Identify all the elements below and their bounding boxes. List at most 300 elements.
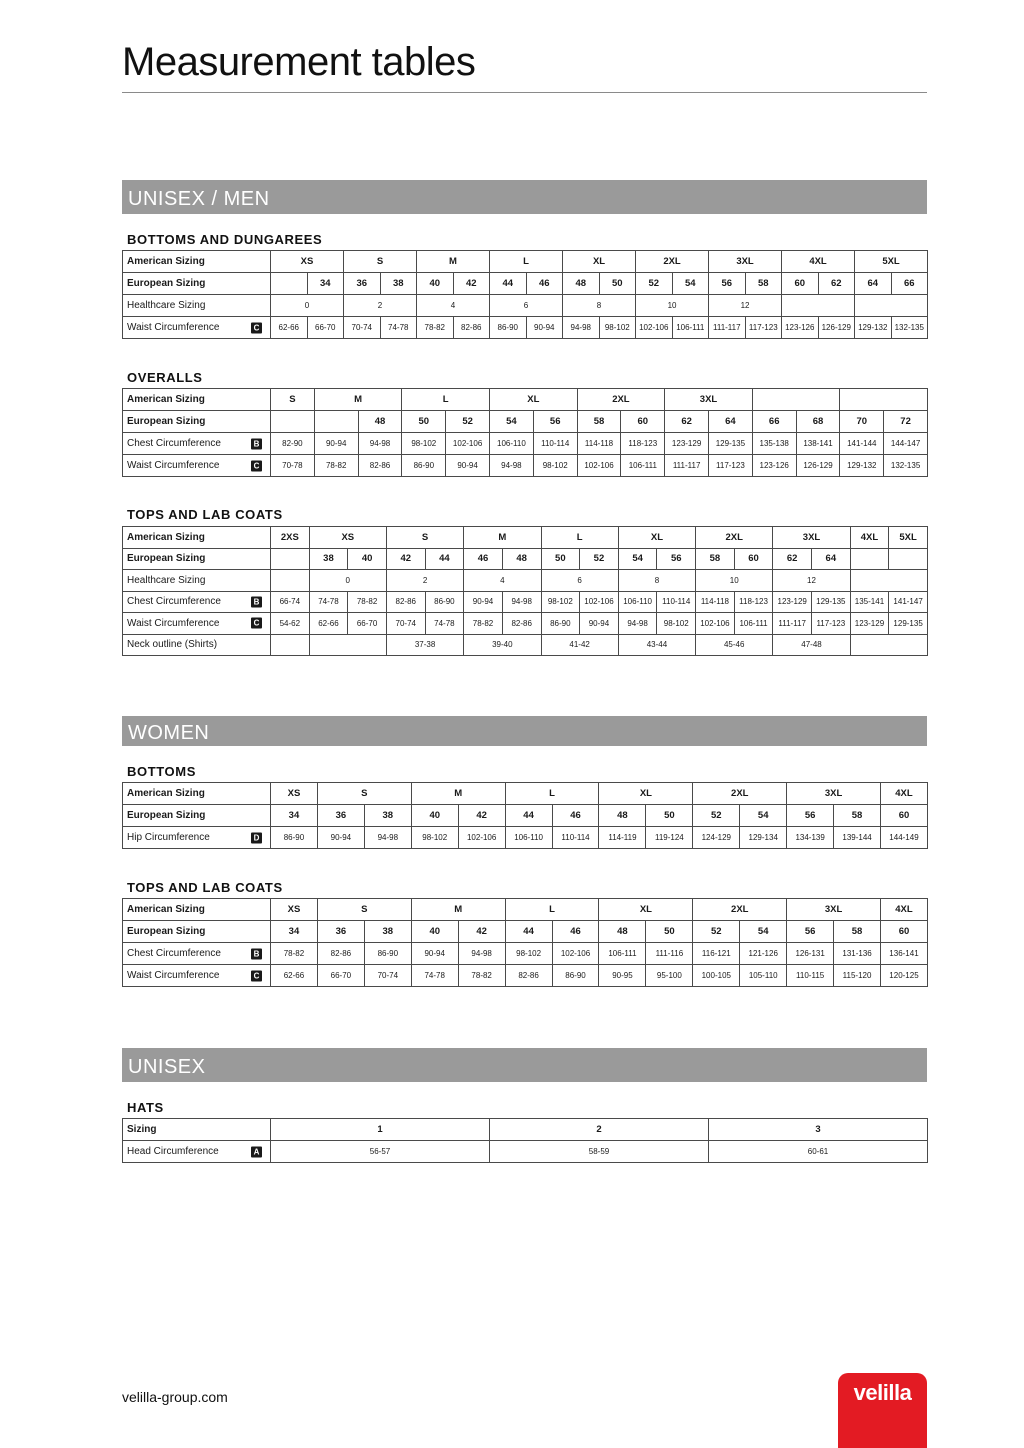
table-cell: 43-44 [618,634,695,656]
table-cell: 78-82 [458,965,505,987]
table-cell: 38 [364,921,411,943]
row-label [123,1141,271,1163]
size-table-women-tops-lab-coats [122,898,928,987]
table-cell: 64 [855,273,892,295]
table-cell: 8 [563,295,636,317]
table-row [123,411,928,433]
table-row [123,827,928,849]
table-cell: S [317,783,411,805]
table-cell: 54 [490,411,534,433]
table-cell: 102-106 [696,613,735,635]
table-row [123,570,928,592]
table-cell: M [464,527,541,549]
table-cell: 90-94 [464,591,503,613]
table-cell: 86-90 [541,613,580,635]
table-cell: XL [490,389,578,411]
table-cell: 111-117 [709,317,746,339]
table-row [123,805,928,827]
table-cell: 0 [271,295,344,317]
table-cell: 116-121 [693,943,740,965]
table-cell: M [411,783,505,805]
table-cell: 52 [693,805,740,827]
table-cell [850,570,927,592]
row-label [123,591,271,613]
table-cell: 10 [696,570,773,592]
table-cell: 66 [891,273,928,295]
table-cell: 70-74 [364,965,411,987]
table-cell: 94-98 [563,317,600,339]
table-cell: 58-59 [490,1141,709,1163]
table-row [123,943,928,965]
row-label-text: American Sizing [127,256,205,267]
table-cell: 78-82 [348,591,387,613]
row-label [123,273,271,295]
table-cell: 86-90 [490,317,527,339]
table-cell: 100-105 [693,965,740,987]
table-cell: 132-135 [884,455,928,477]
table-row [123,634,928,656]
table-row [123,548,928,570]
table-cell: 123-129 [665,433,709,455]
table-cell: 3XL [787,899,881,921]
table-cell: 115-120 [834,965,881,987]
row-label-text: Waist Circumference [127,460,220,471]
table-cell: 2XL [577,389,665,411]
table-row [123,1141,928,1163]
table-cell: 102-106 [577,455,621,477]
table-cell: 56 [787,805,834,827]
table-cell: 139-144 [834,827,881,849]
table-cell: 60 [881,921,928,943]
table-cell: 78-82 [464,613,503,635]
table-cell [850,634,927,656]
table-cell: 95-100 [646,965,693,987]
table-cell: 1 [271,1119,490,1141]
table-cell: 52 [636,273,673,295]
table-cell [782,295,855,317]
table-cell: 64 [709,411,753,433]
table-cell: 78-82 [417,317,454,339]
table-cell: 129-132 [855,317,892,339]
table-cell: 36 [344,273,381,295]
table-cell: 106-111 [734,613,773,635]
table-cell: 66-70 [307,317,344,339]
table-cell: 60-61 [709,1141,928,1163]
table-cell: L [490,251,563,273]
table-row [123,455,928,477]
size-table-women-bottoms [122,782,928,849]
table-cell: 48 [502,548,541,570]
table-cell: 66 [752,411,796,433]
table-heading-bottoms-dungarees: BOTTOMS AND DUNGAREES [127,232,323,247]
table-cell: 98-102 [541,591,580,613]
table-cell: 2XL [636,251,709,273]
table-cell: 94-98 [358,433,402,455]
row-label-text: European Sizing [127,810,206,821]
table-cell: 0 [309,570,386,592]
table-cell: 50 [402,411,446,433]
row-label [123,455,271,477]
table-cell: 4 [417,295,490,317]
table-cell: 48 [358,411,402,433]
table-cell: 50 [646,921,693,943]
row-label [123,965,271,987]
table-cell: 54 [618,548,657,570]
table-cell: L [402,389,490,411]
table-cell: L [505,783,599,805]
table-cell: XL [599,783,693,805]
table-cell: 102-106 [552,943,599,965]
section-band-unisex: UNISEX [122,1048,927,1082]
row-label-text: Chest Circumference [127,596,221,608]
table-row [123,965,928,987]
table-cell: 82-86 [502,613,541,635]
table-cell: XS [309,527,386,549]
table-cell: 4XL [782,251,855,273]
table-heading-hats: HATS [127,1100,164,1115]
row-label [123,805,271,827]
table-cell: 90-94 [317,827,364,849]
table-cell: XL [618,527,695,549]
table-cell: 86-90 [425,591,464,613]
table-cell: 54 [740,921,787,943]
table-cell: 144-147 [884,433,928,455]
table-cell: 135-138 [752,433,796,455]
table-cell: 46 [526,273,563,295]
row-label-text: Healthcare Sizing [127,574,206,586]
table-cell: 102-106 [458,827,505,849]
table-row [123,921,928,943]
table-cell: 74-78 [309,591,348,613]
table-cell: 78-82 [271,943,318,965]
table-cell: 144-149 [881,827,928,849]
row-label-text: American Sizing [127,394,205,405]
table-cell: 52 [446,411,490,433]
table-cell: XL [599,899,693,921]
table-cell: 106-111 [599,943,646,965]
table-cell: 12 [709,295,782,317]
table-cell: 38 [309,548,348,570]
table-cell: 54-62 [271,613,310,635]
table-cell: 3 [709,1119,928,1141]
table-cell: 123-126 [782,317,819,339]
table-cell: 44 [425,548,464,570]
table-cell: 90-94 [446,455,490,477]
table-cell: 52 [693,921,740,943]
table-cell: 36 [317,921,364,943]
measurement-point-badge: C [251,618,262,629]
title-divider [122,92,927,93]
table-cell: 60 [881,805,928,827]
table-cell: 123-129 [850,613,889,635]
table-cell: 2XL [693,783,787,805]
table-cell: M [411,899,505,921]
table-cell: 120-125 [881,965,928,987]
table-cell: 135-141 [850,591,889,613]
table-row [123,273,928,295]
measurement-point-badge: B [251,438,262,449]
table-cell: 34 [271,921,318,943]
table-cell: 134-139 [787,827,834,849]
table-cell: 58 [696,548,735,570]
table-cell: 98-102 [599,317,636,339]
table-cell: 44 [505,805,552,827]
table-cell: 82-86 [317,943,364,965]
table-cell: 50 [646,805,693,827]
table-cell: 124-129 [693,827,740,849]
table-cell: 3XL [787,783,881,805]
table-heading-overalls: OVERALLS [127,370,203,385]
table-cell: 86-90 [552,965,599,987]
table-cell: 41-42 [541,634,618,656]
table-cell: M [417,251,490,273]
table-cell: 4XL [850,527,889,549]
table-cell: 90-94 [526,317,563,339]
table-cell: 42 [458,805,505,827]
table-cell: 4XL [881,783,928,805]
table-cell [752,389,840,411]
table-cell: 2 [386,570,463,592]
table-cell: 72 [884,411,928,433]
row-label [123,634,271,656]
table-cell [271,634,310,656]
table-cell: 60 [621,411,665,433]
table-cell: 86-90 [364,943,411,965]
table-cell: 2XS [271,527,310,549]
table-cell: S [344,251,417,273]
table-cell: 66-70 [317,965,364,987]
row-label [123,389,271,411]
row-label-text: Healthcare Sizing [127,300,206,311]
table-cell [271,570,310,592]
section-band-unisex-men: UNISEX / MEN [122,180,927,214]
table-row [123,295,928,317]
table-cell: 111-117 [665,455,709,477]
table-cell: 62 [773,548,812,570]
table-cell: XS [271,251,344,273]
row-label-text: Chest Circumference [127,438,221,449]
row-label [123,783,271,805]
table-cell: 82-86 [505,965,552,987]
table-cell: 94-98 [502,591,541,613]
measurement-point-badge: C [251,322,262,333]
table-cell: 70-78 [271,455,315,477]
row-label-text: American Sizing [127,531,205,543]
row-label-text: Waist Circumference [127,617,220,629]
table-cell: 4 [464,570,541,592]
table-cell: 45-46 [696,634,773,656]
table-cell: 102-106 [446,433,490,455]
table-cell: 90-94 [411,943,458,965]
table-cell: 106-110 [490,433,534,455]
table-cell: 6 [490,295,563,317]
table-cell: 106-111 [621,455,665,477]
table-cell: 106-110 [505,827,552,849]
table-cell: 98-102 [505,943,552,965]
table-cell: S [271,389,315,411]
row-label-text: Sizing [127,1124,157,1135]
table-cell: 70-74 [386,613,425,635]
row-label-text: Neck outline (Shirts) [127,639,218,651]
section-band-women: WOMEN [122,716,927,746]
table-cell: 90-94 [314,433,358,455]
measurement-point-badge: D [251,832,262,843]
table-cell: 40 [417,273,454,295]
row-label-text: Waist Circumference [127,970,220,981]
table-row [123,783,928,805]
table-cell: S [317,899,411,921]
row-label [123,411,271,433]
table-cell: 3XL [773,527,850,549]
table-cell: 48 [563,273,600,295]
table-cell: 34 [307,273,344,295]
table-cell: 86-90 [402,455,446,477]
table-cell: 8 [618,570,695,592]
table-cell: 62-66 [271,317,308,339]
table-cell: 2XL [693,899,787,921]
table-cell: 102-106 [636,317,673,339]
table-cell: 50 [541,548,580,570]
table-cell: 2 [490,1119,709,1141]
row-label [123,1119,271,1141]
table-cell: S [386,527,463,549]
row-label [123,921,271,943]
table-cell: 38 [380,273,417,295]
row-label [123,433,271,455]
table-cell: 60 [734,548,773,570]
table-cell: 2XL [696,527,773,549]
size-table-hats [122,1118,928,1163]
table-cell: 46 [552,805,599,827]
table-cell: 118-123 [621,433,665,455]
table-cell: 117-123 [745,317,782,339]
measurement-point-badge: C [251,970,262,981]
table-cell: 70-74 [344,317,381,339]
table-cell: 141-147 [889,591,928,613]
table-cell: 12 [773,570,850,592]
table-cell: 110-114 [552,827,599,849]
table-cell: 141-144 [840,433,884,455]
table-cell: 106-110 [618,591,657,613]
table-row [123,591,928,613]
table-cell: 94-98 [364,827,411,849]
size-table-tops-lab-coats [122,526,928,656]
table-cell: 66-70 [348,613,387,635]
table-cell: 90-94 [580,613,619,635]
table-cell [850,548,889,570]
table-cell: 74-78 [425,613,464,635]
table-cell: 90-95 [599,965,646,987]
size-table-bottoms-dungarees [122,250,928,339]
table-cell: 94-98 [458,943,505,965]
table-cell: 70 [840,411,884,433]
table-cell: 68 [796,411,840,433]
table-cell: 114-118 [577,433,621,455]
table-cell: XS [271,783,318,805]
row-label-text: European Sizing [127,926,206,937]
table-cell: 136-141 [881,943,928,965]
table-cell: 47-48 [773,634,850,656]
row-label-text: Hip Circumference [127,832,210,843]
table-cell: 58 [834,921,881,943]
table-cell: 46 [552,921,599,943]
table-cell [271,548,310,570]
table-cell: 39-40 [464,634,541,656]
table-cell: 56-57 [271,1141,490,1163]
row-label [123,899,271,921]
table-cell: 117-123 [812,613,851,635]
table-cell: 3XL [665,389,753,411]
table-cell: 44 [490,273,527,295]
table-cell: 54 [740,805,787,827]
table-cell [855,295,928,317]
table-cell [840,389,928,411]
table-cell: 44 [505,921,552,943]
table-cell: 42 [386,548,425,570]
table-cell: 38 [364,805,411,827]
measurement-point-badge: B [251,596,262,607]
table-cell: 82-86 [453,317,490,339]
table-heading-women-tops-lab-coats: TOPS AND LAB COATS [127,880,283,895]
table-cell: 131-136 [834,943,881,965]
table-cell: 98-102 [402,433,446,455]
table-cell: 40 [411,921,458,943]
row-label-text: American Sizing [127,788,205,799]
table-cell: 66-74 [271,591,310,613]
table-cell: 48 [599,805,646,827]
table-cell: 126-129 [818,317,855,339]
velilla-logo: velilla [838,1373,927,1448]
table-cell: 118-123 [734,591,773,613]
table-row [123,527,928,549]
table-cell: 40 [348,548,387,570]
footer-website-link[interactable]: velilla-group.com [122,1389,228,1405]
table-cell: 138-141 [796,433,840,455]
table-row [123,899,928,921]
table-cell: 119-124 [646,827,693,849]
table-cell: 46 [464,548,503,570]
table-cell: 74-78 [380,317,417,339]
table-cell: 62 [665,411,709,433]
table-row [123,389,928,411]
row-label-text: Chest Circumference [127,948,221,959]
row-label [123,317,271,339]
table-row [123,613,928,635]
table-cell: 106-111 [672,317,709,339]
row-label [123,613,271,635]
row-label [123,943,271,965]
table-cell [314,411,358,433]
table-cell: 110-114 [657,591,696,613]
row-label [123,251,271,273]
table-cell: XL [563,251,636,273]
table-cell: 102-106 [580,591,619,613]
page-title: Measurement tables [122,40,476,84]
table-cell: 56 [657,548,696,570]
table-cell: 34 [271,805,318,827]
row-label [123,527,271,549]
table-cell: 58 [745,273,782,295]
table-cell: 37-38 [386,634,463,656]
table-cell: 58 [577,411,621,433]
table-cell: 117-123 [709,455,753,477]
table-cell [889,548,928,570]
table-cell: 48 [599,921,646,943]
table-row [123,317,928,339]
table-cell: 126-129 [796,455,840,477]
table-cell: 62 [818,273,855,295]
table-cell: 78-82 [314,455,358,477]
